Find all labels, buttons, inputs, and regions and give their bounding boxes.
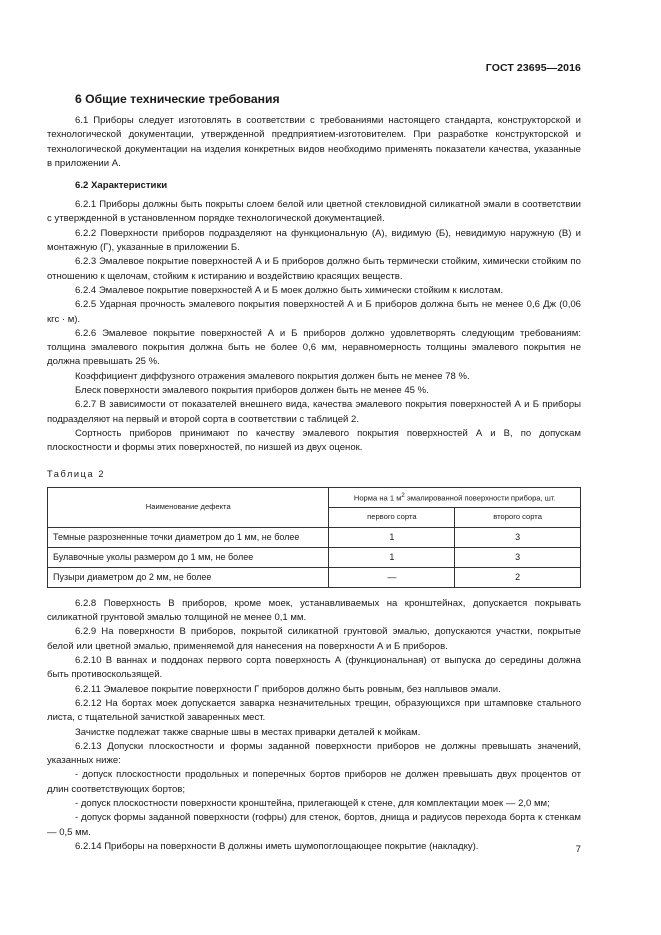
column-header-norm: Норма на 1 $м^2$ эмалированной поверхности прибора, шт.: [329, 487, 581, 507]
table-row: [48, 567, 581, 587]
list-item: - допуск формы заданной поверхности (гофры) для стенок, бортов, днища и радиусов перехода борта к стенкам — 0,5 мм.: [47, 812, 581, 838]
page-content: [47, 91, 581, 854]
paragraph-6-2-14: 6.2.14 Приборы на поверхности В должны иметь шумопоглощающее покрытие (накладку).: [75, 840, 479, 852]
paragraph-6-2-10: 6.2.10 В ваннах и поддонах первого сорта поверхность А (функциональная) от выпуска до середины должна быть противоскользящей.: [47, 655, 581, 681]
paragraph-6-2-7: 6.2.7 В зависимости от показателей внешнего вида, качества эмалевого покрытия поверхностей А и Б приборы подразделяют на первый и второй сорта в соответствии с таблицей 2.: [47, 399, 581, 425]
table-caption: Таблица 2: [47, 468, 106, 479]
paragraph-6-2-11: 6.2.11 Эмалевое покрытие поверхности Г приборов должно быть ровным, без наплывов эмали.: [75, 683, 501, 695]
document-code: ГОСТ 23695—2016: [485, 62, 581, 74]
first-grade-value: 1: [329, 527, 455, 547]
paragraph-6-2-4: 6.2.4 Эмалевое покрытие поверхностей А и Б моек должно быть химически стойким к кислотам.: [75, 284, 504, 296]
paragraph-6-2-3: 6.2.3 Эмалевое покрытие поверхностей А и Б приборов должно быть термически стойким, химически стойким по отношению к щелочам, стойким к истиранию и воздействию красящих веществ.: [47, 256, 581, 282]
paragraph-6-2-13: 6.2.13 Допуски плоскостности и формы заданной поверхности приборов не должны превышать значений, указанных ниже:: [47, 740, 581, 767]
paragraph-sort: Сортность приборов принимают по качеству эмалевого покрытия поверхностей А и В, по допускам плоскостности и формы этих поверхностей, по низшей из двух оценок.: [47, 427, 581, 454]
paragraph-6-2-2: 6.2.2 Поверхности приборов подразделяют на функциональную (А), видимую (Б), невидимую наружную (В) и монтажную (Г), указанные в приложении Б.: [47, 227, 581, 254]
first-grade-value: 1: [329, 547, 455, 567]
list-item: - допуск плоскостности поверхности кронштейна, прилегающей к стене, для комплектации моек — 2,0 мм;: [75, 797, 550, 809]
subsection-title: 6.2 Характеристики: [75, 180, 168, 192]
list-item: - допуск плоскостности продольных и поперечных бортов приборов не должен превышать двух процентов от длин соответствующих бортов;: [47, 769, 581, 795]
paragraph-gloss: Блеск поверхности эмалевого покрытия приборов должен быть не менее 45 %.: [75, 385, 429, 397]
first-grade-value: —: [329, 567, 455, 587]
paragraph-6-2-1: 6.2.1 Приборы должны быть покрыты слоем белой или цветной стекловидной силикатной эмали в соответствии с утвержденной в установленном порядке технологической документацией.: [47, 199, 581, 225]
column-header-first-grade: первого сорта: [329, 507, 455, 527]
second-grade-value: 3: [455, 527, 581, 547]
paragraph-cleaning: Зачистке подлежат также сварные швы в местах приварки деталей к мойкам.: [75, 726, 421, 738]
defect-name: Булавочные уколы размером до 1 мм, не более: [48, 547, 329, 567]
second-grade-value: 2: [455, 567, 581, 587]
paragraph-6-2-8: 6.2.8 Поверхность В приборов, кроме моек, устанавливаемых на кронштейнах, допускается покрывать силикатной грунтовой эмалью толщиной не менее 0,1 мм.: [47, 597, 581, 624]
second-grade-value: 3: [455, 547, 581, 567]
defect-name: Темные разрозненные точки диаметром до 1 мм, не более: [48, 527, 329, 547]
paragraph-coefficient: Коэффициент диффузного отражения эмалевого покрытия должен быть не менее 78 %.: [75, 370, 470, 382]
paragraph-6-2-6: 6.2.6 Эмалевое покрытие поверхностей А и Б приборов должно удовлетворять следующим требованиям: толщина эмалевого покрытия должна быть не более 0,6 мм, неравномерность толщины эмалевого покрытия не должна превышать 25 %.: [47, 327, 581, 368]
column-header-second-grade: второго сорта: [455, 507, 581, 527]
defect-name: Пузыри диаметром до 2 мм, не более: [48, 567, 329, 587]
paragraph-6-2-5: 6.2.5 Ударная прочность эмалевого покрытия поверхностей А и Б приборов должна быть не менее 0,6 Дж (0,06 кгс · м).: [47, 299, 581, 325]
paragraph-6-2-12: 6.2.12 На бортах моек допускается заварка незначительных трещин, образующихся при штамповке стального листа, с тщательной зачисткой заваренных мест.: [47, 697, 581, 724]
table-row: [48, 547, 581, 567]
paragraph-6-2-9: 6.2.9 На поверхности В приборов, покрытой силикатной грунтовой эмалью, допускаются участки, покрытые белой или цветной эмалью, применяемой для нанесения на поверхности А и Б приборов.: [47, 626, 581, 652]
defects-table: [47, 487, 581, 588]
paragraph-6-1: 6.1 Приборы следует изготовлять в соответствии с требованиями настоящего стандарта, конструкторской и технологической документации, утвержденной предприятием-изготовителем. При разработке конструкторской и технологической документации на изделия конкретных видов необходимо применять показатели качества, указанные в приложении А.: [47, 115, 581, 169]
section-title: 6 Общие технические требования: [75, 92, 280, 106]
column-header-defect: Наименование дефекта: [48, 487, 329, 527]
table-row: [48, 527, 581, 547]
page-number: 7: [575, 844, 581, 855]
